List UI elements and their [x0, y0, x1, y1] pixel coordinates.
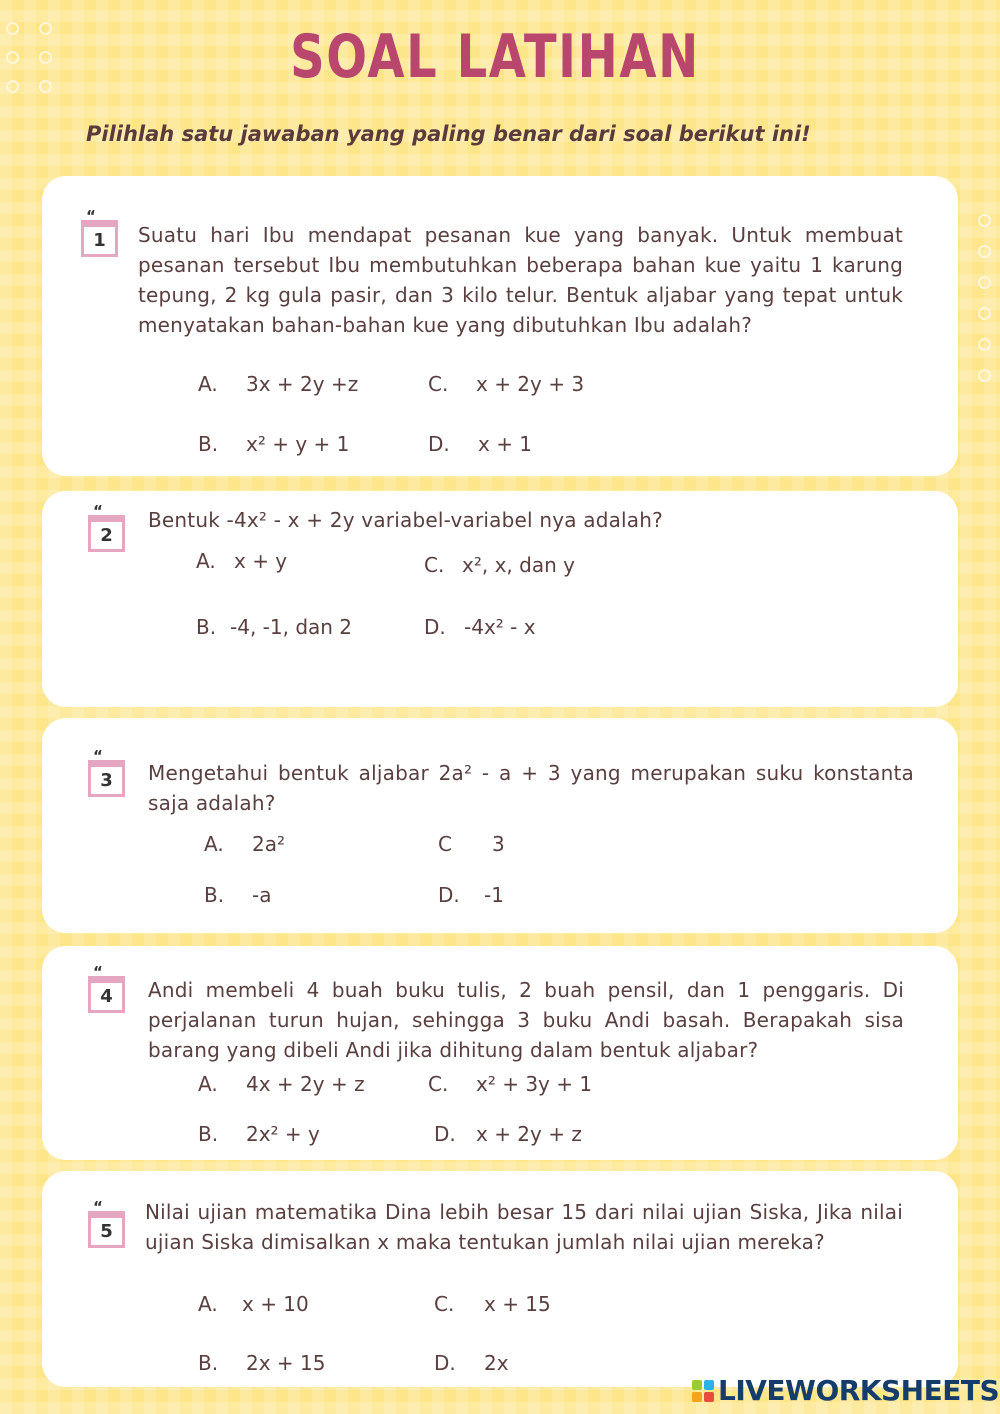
- option-a[interactable]: [204, 832, 285, 856]
- option-a[interactable]: [196, 549, 287, 573]
- liveworksheets-logo: [692, 1374, 999, 1407]
- option-letter: A.: [204, 832, 224, 856]
- question-card-2: [42, 491, 958, 707]
- question-card-4: [42, 946, 958, 1160]
- option-a[interactable]: [198, 1292, 309, 1316]
- option-text: 2x: [484, 1351, 509, 1375]
- question-number-badge: “ 3: [88, 760, 125, 797]
- option-letter: B.: [198, 1351, 219, 1375]
- option-text: 3: [492, 832, 505, 856]
- option-text: 2a²: [252, 832, 285, 856]
- option-c[interactable]: [434, 1292, 551, 1316]
- option-letter: B.: [198, 432, 219, 456]
- option-text: -a: [252, 883, 272, 907]
- option-text: x² + y + 1: [246, 432, 350, 456]
- option-letter: C.: [428, 372, 449, 396]
- option-text: -1: [484, 883, 504, 907]
- question-card-3: [42, 718, 958, 933]
- option-letter: A.: [198, 372, 218, 396]
- option-text: 3x + 2y +z: [246, 372, 359, 396]
- question-text: Suatu hari Ibu mendapat pesanan kue yang banyak. Untuk membuat pesanan tersebut Ibu membutuhkan beberapa bahan kue yaitu 1 karung tepung, 2 kg gula pasir, dan 3 kilo telur. Bentuk aljabar yang tepat untuk menyatakan bahan-bahan kue yang dibutuhkan Ibu adalah?: [138, 223, 903, 337]
- option-a[interactable]: [198, 372, 358, 396]
- option-text: 2x² + y: [246, 1122, 320, 1146]
- question-text: Mengetahui bentuk aljabar 2a² - a + 3 yang merupakan suku konstanta saja adalah?: [148, 761, 914, 815]
- option-c[interactable]: [424, 553, 575, 577]
- option-b[interactable]: [198, 432, 349, 456]
- option-c[interactable]: [438, 832, 505, 856]
- question-text: Nilai ujian matematika Dina lebih besar 15 dari nilai ujian Siska, Jika nilai ujian Siska dimisalkan x maka tentukan jumlah nilai ujian mereka?: [145, 1200, 903, 1254]
- option-d[interactable]: [424, 615, 536, 639]
- liveworksheets-mark-icon: [692, 1380, 714, 1402]
- option-text: x + 15: [484, 1292, 551, 1316]
- option-letter: D.: [438, 883, 460, 907]
- option-b[interactable]: [198, 1351, 325, 1375]
- option-letter: C: [438, 832, 452, 856]
- option-d[interactable]: [434, 1122, 582, 1146]
- option-c[interactable]: [428, 372, 584, 396]
- option-b[interactable]: [204, 883, 271, 907]
- option-text: -4x² - x: [464, 615, 536, 639]
- option-letter: A.: [196, 549, 216, 573]
- option-text: x + y: [234, 549, 288, 573]
- option-b[interactable]: [198, 1122, 320, 1146]
- option-b[interactable]: [196, 615, 352, 639]
- option-letter: A.: [198, 1292, 218, 1316]
- option-letter: B.: [196, 615, 217, 639]
- decorative-dots-top-left: [6, 22, 52, 93]
- option-text: x + 2y + 3: [476, 372, 585, 396]
- option-text: -4, -1, dan 2: [230, 615, 353, 639]
- option-letter: C.: [424, 553, 445, 577]
- page-title: SOAL LATIHAN: [290, 22, 700, 92]
- option-letter: D.: [424, 615, 446, 639]
- question-number-badge: “ 5: [88, 1211, 125, 1248]
- option-text: 4x + 2y + z: [246, 1072, 365, 1096]
- option-text: x² + 3y + 1: [476, 1072, 593, 1096]
- option-letter: B.: [204, 883, 225, 907]
- option-d[interactable]: [434, 1351, 509, 1375]
- option-text: x², x, dan y: [462, 553, 575, 577]
- option-letter: A.: [198, 1072, 218, 1096]
- question-number-badge: “ 1: [81, 220, 118, 257]
- question-number-badge: “ 4: [88, 976, 125, 1013]
- decorative-dots-right: [978, 214, 991, 382]
- option-letter: B.: [198, 1122, 219, 1146]
- question-number-badge: “ 2: [88, 515, 125, 552]
- option-letter: C.: [428, 1072, 449, 1096]
- option-letter: D.: [428, 432, 450, 456]
- option-text: 2x + 15: [246, 1351, 326, 1375]
- option-text: x + 1: [478, 432, 533, 456]
- option-a[interactable]: [198, 1072, 365, 1096]
- question-card-1: [42, 176, 958, 476]
- option-c[interactable]: [428, 1072, 592, 1096]
- option-letter: D.: [434, 1351, 456, 1375]
- option-text: x + 10: [242, 1292, 309, 1316]
- question-card-5: [42, 1171, 958, 1387]
- option-d[interactable]: [438, 883, 504, 907]
- option-letter: D.: [434, 1122, 456, 1146]
- option-text: x + 2y + z: [476, 1122, 582, 1146]
- brand-name: LIVEWORKSHEETS: [718, 1374, 1000, 1407]
- question-text: Bentuk -4x² - x + 2y variabel-variabel nya adalah?: [148, 508, 663, 532]
- option-letter: C.: [434, 1292, 455, 1316]
- instruction-text: Pilihlah satu jawaban yang paling benar dari soal berikut ini!: [86, 122, 811, 146]
- question-text: Andi membeli 4 buah buku tulis, 2 buah pensil, dan 1 penggaris. Di perjalanan turun hujan, sehingga 3 buku Andi basah. Berapakah sisa barang yang dibeli Andi jika dihitung dalam bentuk aljabar?: [148, 978, 904, 1062]
- option-d[interactable]: [428, 432, 532, 456]
